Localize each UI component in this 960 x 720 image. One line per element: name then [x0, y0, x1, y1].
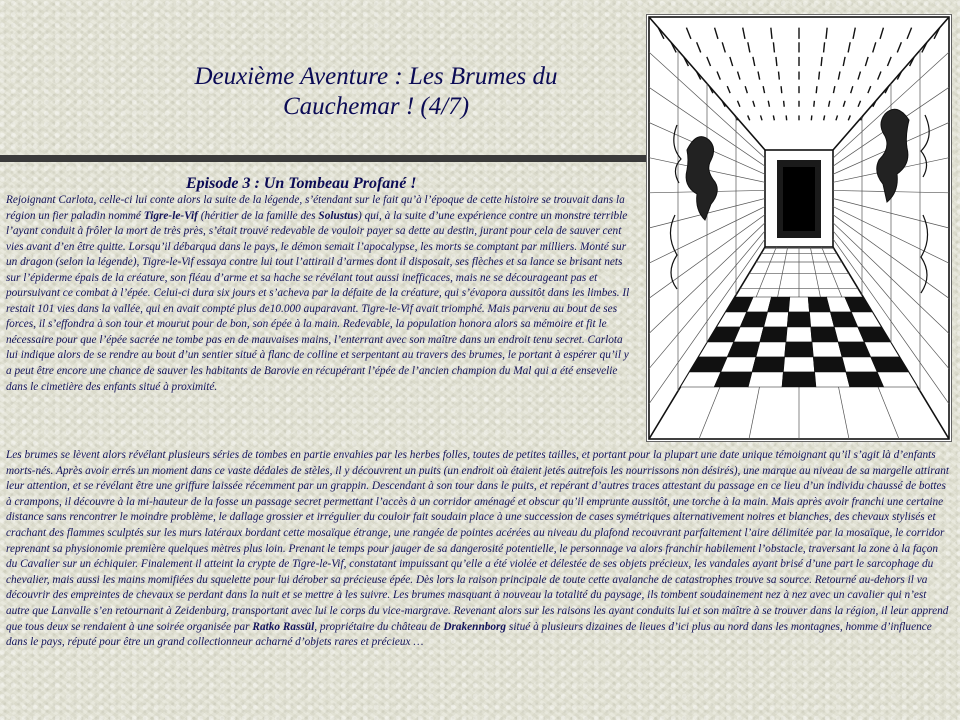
text-segment: Les brumes se lèvent alors révélant plusieurs séries de tombes en partie envahies par les herbes folles, toutes de petites tailles, et portant pour la plupart une date unique témoignant qu’il s’agit là d’enfants morts-nés. Après avoir errés un moment dans ce vaste dédales de stèles, il y découvrent un puits (un endroit où étaient jetés autrefois les nourrissons non désirés), une marque au niveau de sa margelle attirant leur attention, et se révélant être une griffure laissée récemment par un grappin. Descendant à son tour dans le puits, et repérant d’autres traces attestant du passage en ce lieu d’un individu chaussé de bottes à crampons, il découvre à la mi-hauteur de la fosse un passage secret permettant l’accès à un corridor aménagé et obscur qu’il emprunte aussitôt, une torche à la main. Mais après avoir franchi une certaine distance sans rencontrer le moindre problème, le dallage grossier et irrégulier du couloir fait soudain place à une succession de cases symétriques alternativement noires et blanches, des chevaux stylisés et crachant des flammes sculptés sur les murs latéraux bordant cette mosaïque étrange, une rangée de pointes acérées au niveau du plafond recouvrant parfaitement l’aire délimitée par la mosaïque, le corridor reprenant sa physionomie première quelques mètres plus loin. Prenant le temps pour jauger de sa dangerosité potentielle, le personnage va alors franchir habilement l’obstacle, traversant la zone à la façon du Cavalier sur un échiquier. Finalement il atteint la crypte de Tigre-le-Vif, constatant impuissant qu’elle a été violée et délestée de ses objets précieux, les vandales ayant brisé d’une part le sarcophage du chevalier, mais aussi les mains momifiées du squelette pour lui dérober sa précieuse épée. Dès lors la raison principale de toute cette avalanche de catastrophes trouve sa source. Retourné au-dehors il va découvrir des empreintes de chevaux se perdant dans la nuit et se mettre à les suivre. Les brumes masquant à nouveau la totalité du paysage, ils tombent soudainement nez à nez avec un cavalier qui n’est autre que Lanvalle s’en retournant à Zeidenburg, transportant avec lui le corps du vice-margrave. Revenant alors sur les raisons les ayant conduits lui et son maître à se trouver dans la région, il leur apprend que tous deux se rendaient à une soirée organisée par [6, 449, 950, 633]
text-segment: situé à plusieurs dizaines de lieues d’ici plus au nord dans les montagnes, homme d’influence dans le pays, réputé pour être un grand collectionneur acharné d’objets rares et précieux … [6, 620, 932, 649]
text-segment: , propriétaire du château de [314, 620, 444, 633]
name-solustus: Solustus [318, 209, 358, 222]
text-segment: (héritier de la famille des [197, 209, 319, 222]
corridor-illustration [646, 14, 952, 442]
text-segment: ) qui, à la suite d’une expérience contre un monstre terrible l’ayant conduit à frôler la mort de très près, s’était trouvé redevable de vouloir payer sa dette au destin, jurant pour cela de sauver cent vies avant d’en être quitte. Lorsqu’il débarqua dans le pays, le démon semait l’apocalypse, les morts se comptant par milliers. Monté sur un dragon (selon la légende), Tigre-le-Vif essaya contre lui tout l’attirail d’armes dont il disposait, ses flèches et sa lance se brisant nets sur l’épiderme épais de la créature, son fléau d’arme et sa hache se révélant tout aussi inefficaces, mais ne se décourageant pas et poursuivant ce combat à l’épée. Celui-ci dura six jours et s’acheva par la défaite de la créature, qui s’évapora aussitôt dans les limbes. Il restait 101 vies dans la vallée, qui en avait compté plus de10.000 auparavant. Tigre-le-Vif avait triomphé. Mais parvenu au bout de ses forces, il s’effondra à son tour et mourut pour de bon, son épée à la main. Redevable, la population honora alors sa mémoire et fit le nécessaire pour que l’épée sacrée ne tombe pas en de mauvaises mains, l’enterrant avec son maître dans un endroit tenu secret. Carlota lui indique alors de se rendre au bout d’un sentier situé à flanc de colline et serpentant au travers des brumes, le portant à espérer qu’il y a peut être encore une chance de sauver les habitants de Barovie en récupérant l’épée de l’ancien champion du Mal qui a été ensevelie dans le cimetière des enfants situé à proximité. [6, 209, 630, 393]
episode-title: Episode 3 : Un Tombeau Profané ! [186, 175, 417, 192]
name-drakennborg: Drakennborg [443, 620, 507, 633]
story-paragraph-2 [6, 448, 952, 651]
name-ratko-rassul: Ratko Rassül [252, 620, 315, 633]
story-paragraph-1 [6, 193, 636, 395]
title-divider [0, 155, 646, 162]
checkerboard-floor [680, 297, 917, 387]
corridor-drawing [647, 15, 951, 441]
name-tigre-le-vif: Tigre-le-Vif [143, 209, 198, 222]
page-title: Deuxième Aventure : Les Brumes du Cauchemar ! (4/7) [194, 63, 558, 120]
horse-carving-left [670, 125, 717, 289]
text-segment: Rejoignant Carlota, celle-ci lui conte alors la suite de la légende, s’étendant sur le fait qu’à l’époque de cette histoire se trouvait dans la région un fier paladin nommé [6, 194, 625, 222]
ceiling-spikes [658, 28, 939, 121]
